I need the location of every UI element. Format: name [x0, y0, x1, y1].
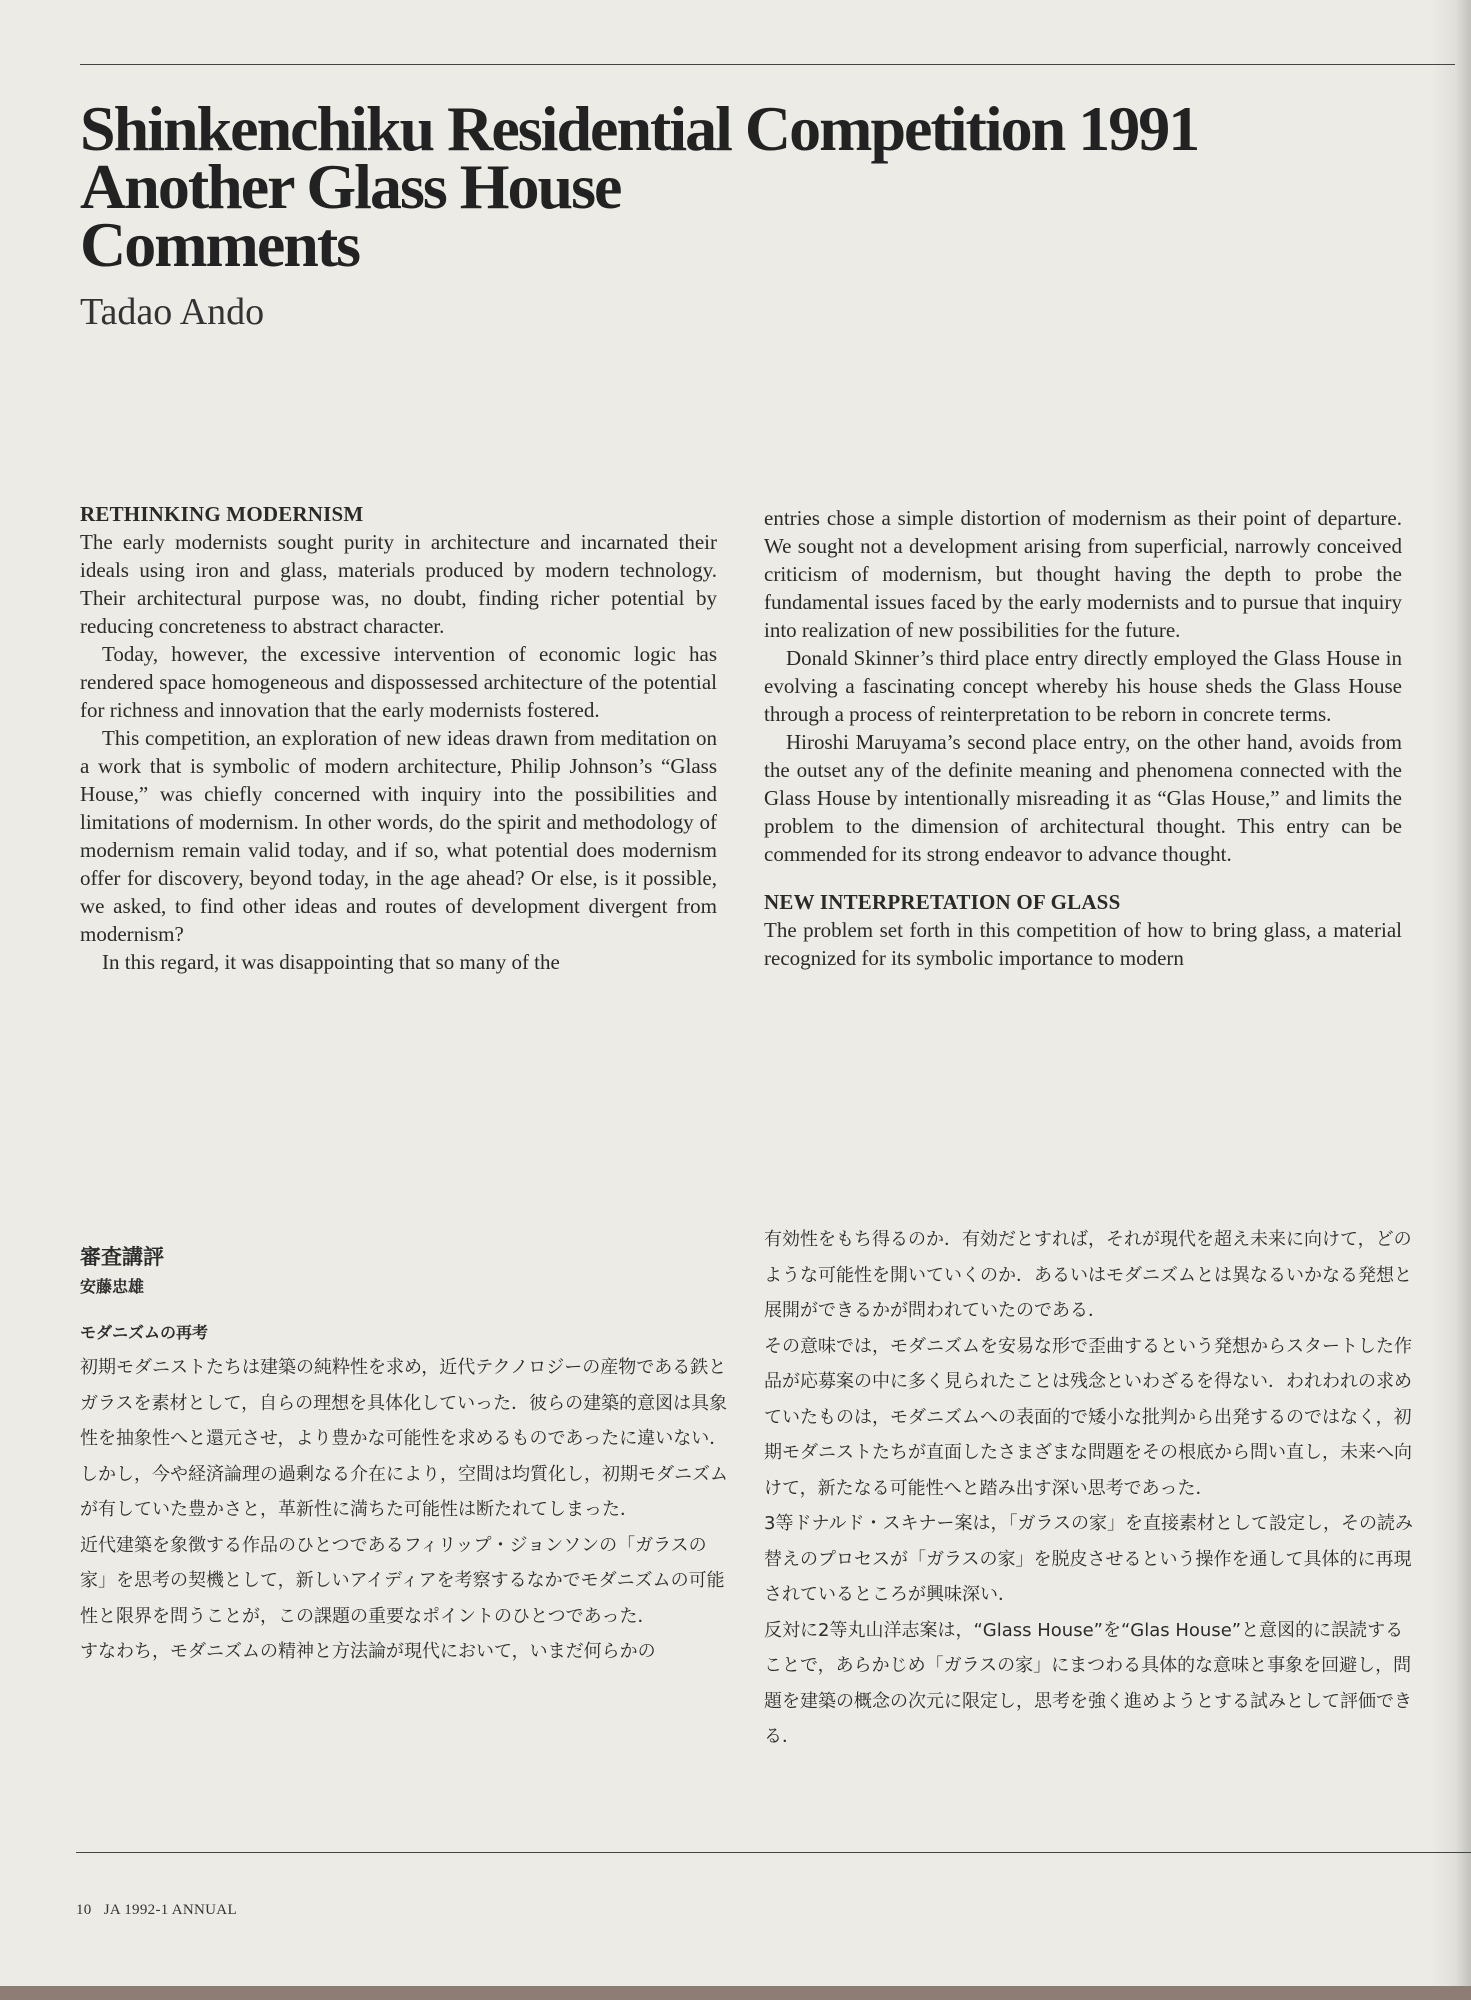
paragraph: Today, however, the excessive intervention of economic logic has rendered space homogeneous and dispossessed architecture of the potential for richness and innovation that the early modernists fostered.	[80, 642, 717, 722]
page-edge-shadow	[1431, 0, 1471, 2000]
top-rule	[80, 64, 1455, 65]
section-heading-rethinking-modernism: RETHINKING MODERNISM	[80, 502, 364, 526]
english-right-column	[764, 504, 1402, 972]
publication-name: JA 1992-1 ANNUAL	[103, 1902, 237, 1918]
paragraph: This competition, an exploration of new ideas drawn from meditation on a work that is symbolic of modern architecture, Philip Johnson’s “Glass House,” was chiefly concerned with inquiry into the possibilities and limitations of modernism. In other words, do the spirit and methodology of modernism remain valid today, and if so, what potential does modernism offer for discovery, beyond today, in the age ahead? Or else, is it possible, we asked, to find other ideas and routes of development divergent from modernism?	[80, 726, 717, 946]
title-block	[80, 93, 1380, 334]
paragraph: In this regard, it was disappointing that so many of the	[102, 950, 560, 974]
japanese-paragraph: 近代建築を象徴する作品のひとつであるフィリップ・ジョンソンの「ガラスの家」を思考の契機として，新しいアイディアを考察するなかでモダニズムの可能性と限界を問うことが，この課題の重要なポイントのひとつであった．	[80, 1534, 725, 1627]
japanese-paragraph: しかし，今や経済論理の過剰なる介在により，空間は均質化し，初期モダニズムが有していた豊かさと，革新性に満ちた可能性は断たれてしまった．	[80, 1463, 728, 1520]
title-line-1: Shinkenchiku Residential Competition 1991	[80, 93, 1199, 164]
author-name: Tadao Ando	[80, 291, 265, 333]
paragraph: The problem set forth in this competition of how to bring glass, a material recognized for its symbolic importance to modern	[764, 918, 1402, 970]
page-footer	[76, 1902, 237, 1919]
title-line-2: Another Glass House	[80, 151, 621, 222]
bottom-edge-strip	[0, 1986, 1471, 2000]
japanese-heading: モダニズムの再考	[80, 1323, 209, 1342]
japanese-author: 安藤忠雄	[80, 1277, 145, 1296]
japanese-paragraph: 初期モダニストたちは建築の純粋性を求め，近代テクノロジーの産物である鉄とガラスを素材として，自らの理想を具体化していった．彼らの建築的意図は具象性を抽象性へと還元させ，より豊かな可能性を求めるものであったに違いない．	[80, 1357, 728, 1449]
japanese-title: 審査講評	[80, 1245, 164, 1269]
japanese-paragraph: すなわち，モダニズムの精神と方法論が現代において，いまだ何らかの	[80, 1641, 656, 1662]
japanese-left-column	[80, 1242, 730, 1670]
bottom-rule	[76, 1852, 1471, 1853]
page-number: 10	[76, 1902, 92, 1918]
paragraph: The early modernists sought purity in architecture and incarnated their ideals using iron and glass, materials produced by modern technology. Their architectural purpose was, no doubt, finding richer potential by reducing concreteness to abstract character.	[80, 530, 717, 638]
japanese-right-column	[764, 1222, 1414, 1755]
japanese-paragraph: 3等ドナルド・スキナー案は，「ガラスの家」を直接素材として設定し，その読み替えのプロセスが「ガラスの家」を脱皮させるという操作を通して具体的に再現されているところが興味深い．	[764, 1513, 1414, 1605]
paragraph: entries chose a simple distortion of modernism as their point of departure. We sought not a development arising from superficial, narrowly conceived criticism of modernism, but thought having the depth to probe the fundamental issues faced by the early modernists and to pursue that inquiry into realization of new possibilities for the future.	[764, 506, 1402, 642]
japanese-paragraph: 有効性をもち得るのか．有効だとすれば，それが現代を超え未来に向けて，どのような可能性を開いていくのか．あるいはモダニズムとは異なるいかなる発想と展開ができるかが問われていたのである．	[764, 1229, 1412, 1321]
title-line-3: Comments	[80, 209, 360, 280]
paragraph: Donald Skinner’s third place entry directly employed the Glass House in evolving a fascinating concept whereby his house sheds the Glass House through a process of reinterpretation to be reborn in concrete terms.	[764, 646, 1402, 726]
japanese-paragraph: 反対に2等丸山洋志案は，“Glass House”を“Glas House”と意図的に誤読することで，あらかじめ「ガラスの家」にまつわる具体的な意味と事象を回避し，問題を建築の概念の次元に限定し，思考を強く進めようとする試みとして評価できる．	[764, 1619, 1412, 1747]
japanese-paragraph: その意味では，モダニズムを安易な形で歪曲するという発想からスタートした作品が応募案の中に多く見られたことは残念といわざるを得ない．われわれの求めていたものは，モダニズムへの表面的で矮小な批判から出発するのではなく，初期モダニストたちが直面したさまざまな問題をその根底から問い直し，未来へ向けて，新たなる可能性へと踏み出す深い思考であった．	[764, 1335, 1412, 1499]
paragraph: Hiroshi Maruyama’s second place entry, on the other hand, avoids from the outset any of the definite meaning and phenomena connected with the Glass House by intentionally misreading it as “Glas House,” and limits the problem to the dimension of architectural thought. This entry can be commended for its strong endeavor to advance thought.	[764, 730, 1402, 866]
english-left-column	[80, 500, 717, 976]
section-heading-new-interpretation: NEW INTERPRETATION OF GLASS	[764, 890, 1121, 914]
